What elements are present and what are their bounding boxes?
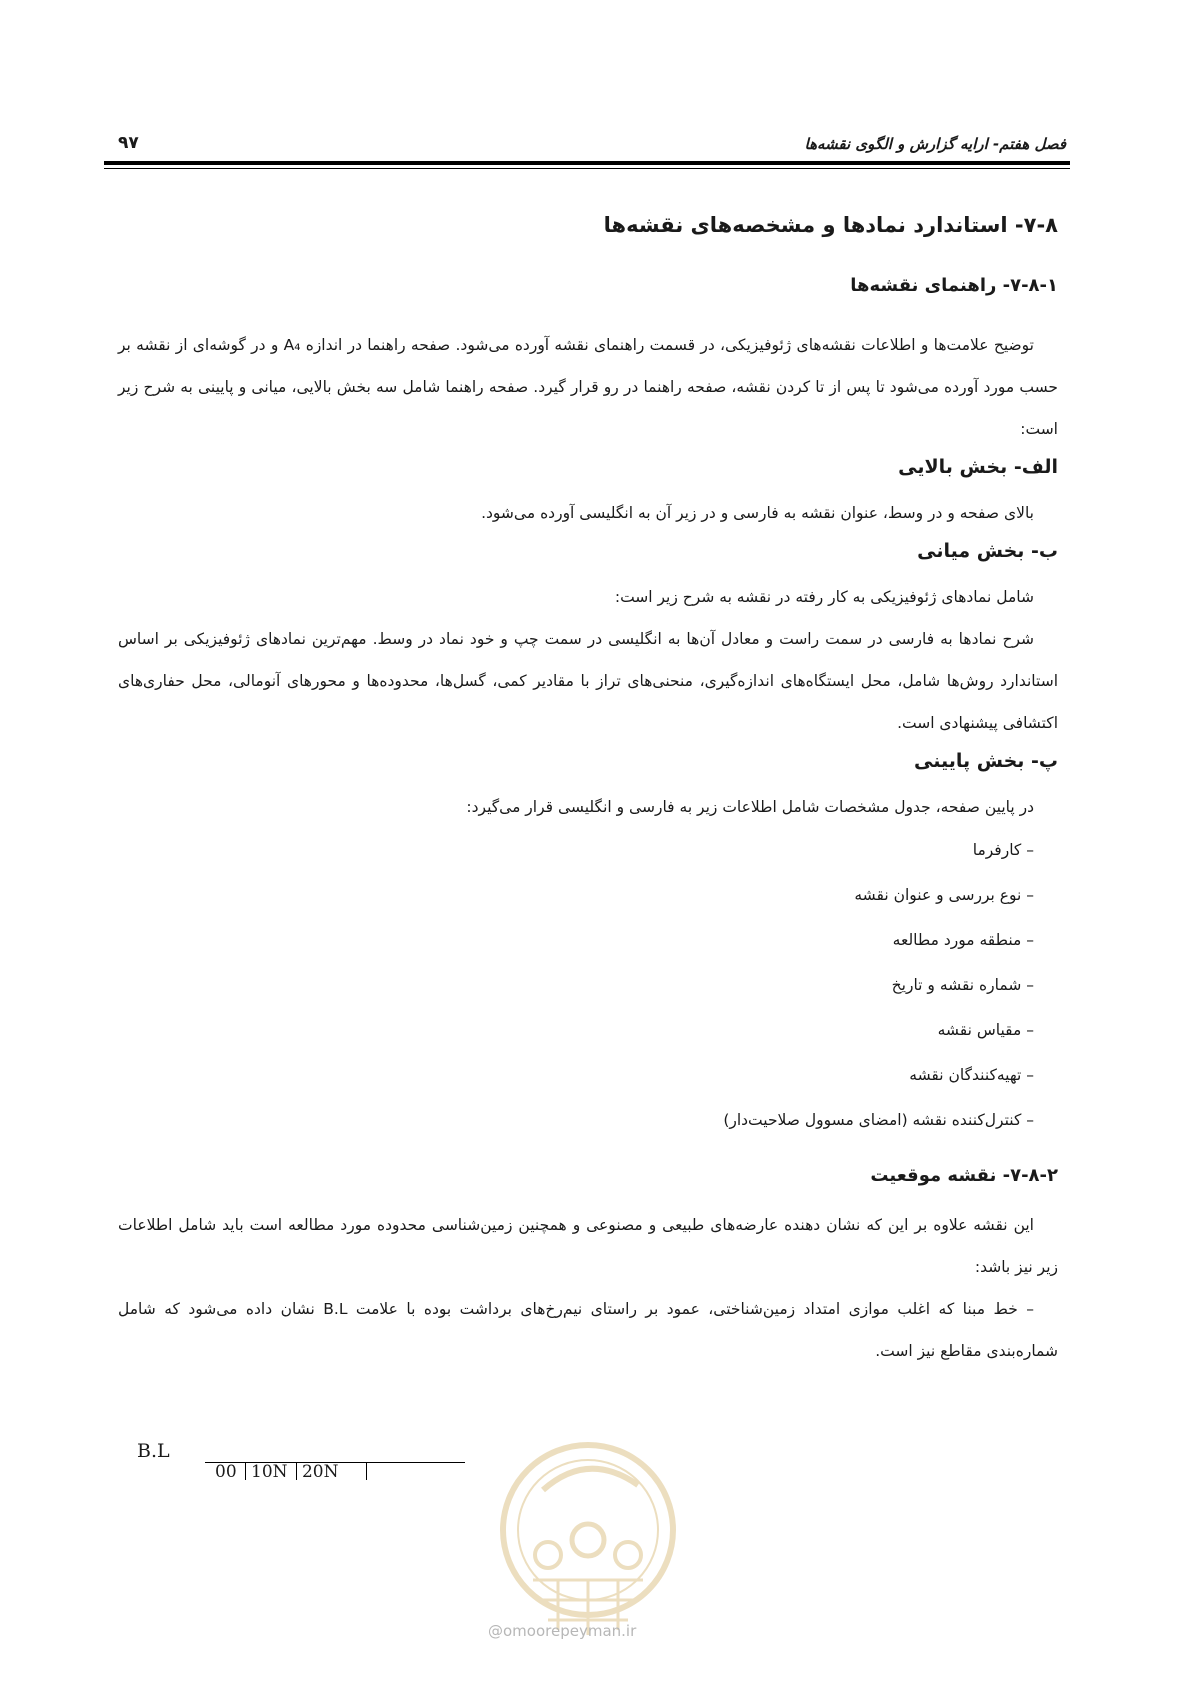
list-item: – نوع بررسی و عنوان نقشه: [854, 886, 1034, 904]
chapter-title: فصل هفتم- ارايه گزارش و الگوی نقشه‌ها: [804, 135, 1066, 153]
list-item: – شماره نقشه و تاریخ: [891, 976, 1034, 994]
part-b-title: ب- بخش میانی: [917, 540, 1058, 562]
baseline-tick-label: 10N: [251, 1462, 288, 1482]
list-item: – کارفرما: [972, 841, 1034, 859]
part-c-title: پ- بخش پایینی: [913, 750, 1058, 772]
intro-paragraph: توضیح علامت‌ها و اطلاعات نقشه‌های ژئوفیزیکی، در قسمت راهنمای نقشه آورده می‌شود. صفحه راهنما در اندازه A₄ و در گوشه‌ای از نقشه بر حسب مورد آورده می‌شود تا پس از تا کردن نقشه، صفحه راهنما در رو قرار گیرد. صفحه راهنما شامل سه بخش بالایی، میانی و پایینی به شرح زیر است:: [118, 336, 1058, 438]
baseline-tick-mark: [366, 1462, 367, 1480]
subsection-title-map-guide: ۷-۸-۱- راهنمای نقشه‌ها: [850, 275, 1058, 296]
part-b-text-2: شرح نمادها به فارسی در سمت راست و معادل آن‌ها به انگلیسی در سمت چپ و خود نماد در وسط. مهم‌ترین نمادهای ژئوفیزیکی بر اساس استاندارد روش‌ها شامل، محل ایستگاه‌های اندازه‌گیری، منحنی‌های تراز با مقادیر کمی، گسل‌ها، محدوده‌ها و محورهای آنومالی، محل حفاری‌های اکتشافی پیشنهادی است.: [118, 630, 1058, 732]
part-b-text-1: شامل نمادهای ژئوفیزیکی به کار رفته در نقشه به شرح زیر است:: [614, 588, 1034, 606]
page-number: ۹۷: [118, 133, 139, 153]
part-a-text: بالای صفحه و در وسط، عنوان نقشه به فارسی و در زیر آن به انگلیسی آورده می‌شود.: [481, 504, 1034, 522]
header-rule-thin: [104, 168, 1070, 169]
list-item: – تهیه‌کنندگان نقشه: [909, 1066, 1034, 1084]
part-c-text: در پایین صفحه، جدول مشخصات شامل اطلاعات زیر به فارسی و انگلیسی قرار می‌گیرد:: [466, 798, 1034, 816]
table-items-list: [118, 828, 1058, 1143]
location-map-text-1: این نقشه علاوه بر این که نشان دهنده عارضه‌های طبیعی و مصنوعی و همچنین زمین‌شناسی محدوده مورد مطالعه است باید شامل اطلاعات زیر نیز باشد:: [118, 1216, 1058, 1276]
list-item: – کنترل‌کننده نقشه (امضای مسوول صلاحیت‌دار): [723, 1111, 1034, 1129]
baseline-tick-mark: [245, 1462, 246, 1480]
baseline-label: B.L: [137, 1440, 170, 1462]
subsection-title-location-map: ۷-۸-۲- نقشه موقعیت: [870, 1165, 1058, 1186]
header-rule-thick: [104, 161, 1070, 165]
section-title: ۷-۸- استاندارد نمادها و مشخصه‌های نقشه‌ها: [603, 213, 1058, 237]
part-a-title: الف- بخش بالایی: [898, 456, 1058, 478]
list-item: – مقیاس نقشه: [937, 1021, 1034, 1039]
baseline-tick-label: 00: [215, 1462, 237, 1482]
location-map-text-2: – خط مبنا که اغلب موازی امتداد زمین‌شناختی، عمود بر راستای نیم‌رخ‌های برداشت بوده با علامت B.L نشان داده می‌شود که شامل شماره‌بندی مقاطع نیز است.: [118, 1300, 1058, 1360]
baseline-tick-label: 20N: [301, 1462, 339, 1482]
baseline-ticks: [215, 1462, 367, 1482]
page-content: [118, 213, 1058, 1372]
watermark-site: @omoorepeyman.ir: [488, 1622, 637, 1640]
baseline-tick-mark: [296, 1462, 297, 1480]
list-item: – منطقه مورد مطالعه: [892, 931, 1034, 949]
